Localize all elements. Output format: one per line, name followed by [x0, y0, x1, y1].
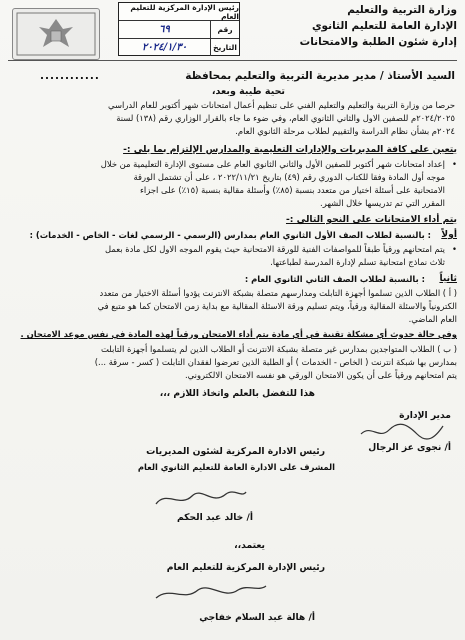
bullet-dot: • — [452, 244, 457, 254]
sign-middle-line-2: المشرف على الادارة العامة للتعليم الثانوي العام — [137, 462, 335, 472]
intro-line-1: حرصا من وزارة التربية والتعليم والتعليم الفني على تنظيم أعمال امتحانات شهر أكتوبر للعام الدراسي — [108, 100, 455, 110]
affairs-admin-name: إدارة شئون الطلبة والامتحانات — [299, 36, 457, 48]
second-a-line-1: ( أ ) الطلاب الذين تسلموا أجهزة التابلت ومدارسهم متصلة بشبكة الانترنت يؤدوا أسئلة الاختيار من متعدد — [99, 288, 457, 298]
closing-line: هذا للتفضل بالعلم واتخاذ اللازم ،،، — [159, 388, 315, 399]
second-b-line-3: يتم امتحانهم ورقياً على أن يكون الامتحان الورقي هو نفسه الامتحان الالكتروني. — [184, 370, 457, 380]
addressee-line: السيد الأستاذ / مدير مديرية التربية والتعليم بمحافظة — [185, 70, 455, 82]
approval-label: يعتمد،، — [234, 540, 265, 551]
bullet1-line-1: إعداد امتحانات شهر أكتوبر للصفين الأول والثاني الثانوي العام على مستوى الإدارة التعليمية من خلال — [100, 159, 445, 169]
method-heading: يتم أداء الامتحانات على النحو التالي :- — [285, 214, 457, 225]
governorate-placeholder: ............ — [40, 70, 100, 82]
stamp-date-row — [119, 39, 239, 56]
first-line-2: ثلاث نماذج امتحانية تسلم لإدارة المدرسة لطباعتها. — [270, 257, 445, 267]
first-line-1: يتم امتحانهم ورقياً طبقاً للمواصفات الفنية للورقة الامتحانية حيث يقوم الموجه الاول لكل مادة بعمل — [105, 244, 445, 254]
intro-line-3: ٢٠٢٤م بشأن نظام الدراسة والتقييم لطلاب مرحلة الثانوي العام. — [235, 126, 455, 136]
second-b-line-2: بمدارس بها شبكة انترنت ( الخاص - الخدمات ) أو الطلبة الذين تعرضوا لفقدان التابلت ( كسر - سرقة ...) — [94, 357, 457, 367]
handwritten-signature-approval — [150, 580, 270, 610]
second-a-line-3: العام الماضي. — [408, 314, 457, 324]
approval-title: رئيس الإدارة المركزية للتعليم العام — [166, 562, 325, 573]
bullet-dot: • — [452, 159, 457, 169]
technical-issue-note: وفي حالة حدوث أي مشكلة تقنية في أي مادة يتم أداء الامتحان ورقياً لهذه المادة في نفس موعد الامتحان . — [20, 329, 457, 339]
stamp-number-label: رقم — [210, 21, 239, 38]
second-b-line-1: ( ب ) الطلاب المتواجدين بمدارس غير متصلة بشبكة الانترنت أو الطلاب الذين لم يتسلموا أجهزة التابلت — [101, 344, 457, 354]
bullet1-line-2: موجه أول المادة وفقا للكتاب الدوري رقم (٤٩) بتاريخ ٢٠٢٢/١١/٢١ ، على أن تشتمل الورقة — [133, 172, 445, 182]
approval-name: أ/ هالة عبد السلام خفاجي — [199, 612, 315, 623]
stamp-date-label: التاريخ — [210, 39, 239, 56]
intro-line-2: ٢٠٢٤/٢٠٢٥م للصفين الاول والثاني الثانوي العام، وفي ضوء ما جاء بالقرار الوزاري رقم (١٣٨) لسنة — [116, 113, 455, 123]
ministry-logo — [12, 8, 100, 60]
bullet1-line-4: المقرر التي تم تدريسها خلال الشهر. — [320, 198, 445, 208]
first-label: أولاً — [441, 229, 457, 240]
stamp-date-value: ٢٠٢٤/١/٣٠ — [142, 42, 187, 53]
first-heading: : بالنسبة لطلاب الصف الأول الثانوي العام بمدارس (الرسمي - الرسمي لغات - الخاص - الخدمات) : — [29, 230, 431, 240]
stamp-title: رئيس الإدارة المركزية للتعليم العام — [119, 3, 239, 21]
stamp-number-value: ٦٩ — [159, 24, 170, 35]
bullet1-line-3: الامتحانية على أسئلة اختيار من متعدد بنسبة (٨٥٪) وأسئلة مقالية بنسبة (١٥٪) على اجزاء — [139, 185, 445, 195]
ministry-name: وزارة التربية والتعليم — [347, 4, 457, 16]
stamp-number-row — [119, 21, 239, 39]
directive-heading: يتعين على كافة المديريات والإدارات التعليمية والمدارس الإلتزام بما يلي :- — [123, 144, 457, 155]
sign-right-title: مدير الإدارة — [399, 410, 451, 421]
second-a-line-2: الكترونياً والاسئلة المقالية ورقياً، ويتم تسليم ورقة الاسئلة المقالية مع بداية زمن الامتحان كما هو متبع في — [97, 301, 457, 311]
registration-stamp — [118, 2, 240, 56]
second-label: ثانياً — [439, 273, 457, 284]
header-divider — [8, 60, 457, 61]
sign-right-name: أ/ نجوى عز الرجال — [368, 442, 451, 453]
greeting: تحية طيبة وبعد، — [211, 86, 285, 97]
sign-middle-line-1: رئيس الادارة المركزية لشئون المديريات — [146, 446, 325, 457]
sign-middle-name: أ/ خالد عبد الحكم — [176, 512, 253, 523]
eagle-emblem-icon — [13, 9, 99, 59]
second-heading: : بالنسبة لطلاب الصف الثاني الثانوي العام : — [244, 274, 425, 284]
general-admin-name: الإدارة العامة للتعليم الثانوي — [311, 20, 457, 32]
